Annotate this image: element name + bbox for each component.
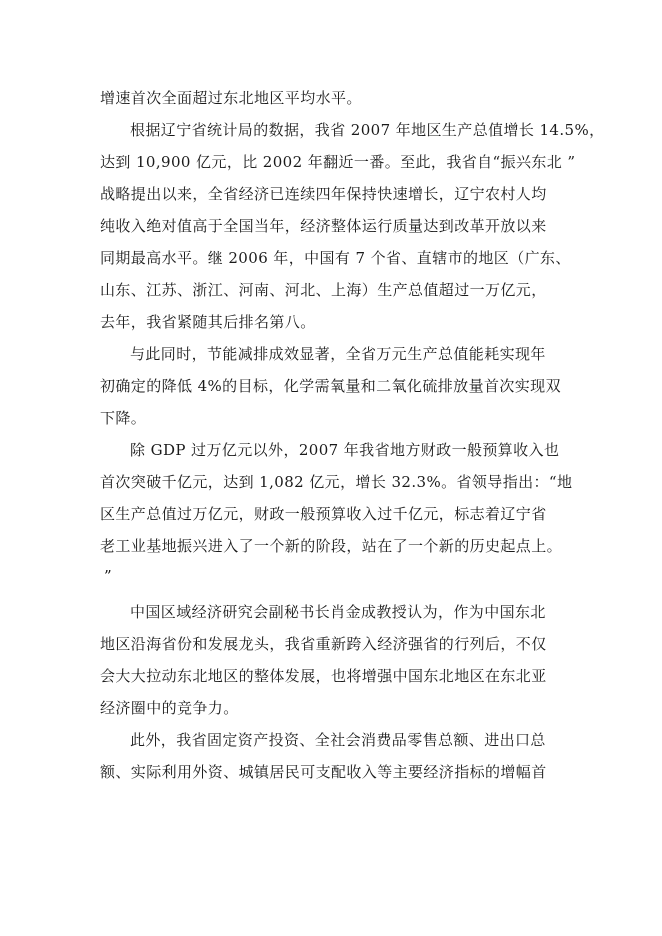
text-line: 达到 10,900 亿元，比 2002 年翻近一番。至此，我省自“振兴东北 ”	[100, 153, 576, 171]
text-line: 同期最高水平。继 2006 年，中国有 7 个省、直辖市的地区（广东、	[100, 249, 571, 267]
text-line: 与此同时，节能减排成效显著，全省万元生产总值能耗实现年	[130, 345, 546, 363]
text-line: 经济圈中的竞争力。	[100, 699, 239, 717]
text-line: 区生产总值过万亿元，财政一般预算收入过千亿元，标志着辽宁省	[100, 505, 547, 523]
text-line: 此外，我省固定资产投资、全社会消费品零售总额、进出口总	[130, 731, 546, 749]
text-line: 去年，我省紧随其后排名第八。	[100, 313, 316, 331]
text-line: 会大大拉动东北地区的整体发展，也将增强中国东北地区在东北亚	[100, 667, 547, 685]
text-line: 老工业基地振兴进入了一个新的阶段，站在了一个新的历史起点上。	[100, 537, 563, 555]
text-line: 战略提出以来，全省经济已连续四年保持快速增长，辽宁农村人均	[100, 185, 547, 203]
text-line: ”	[104, 567, 113, 585]
text-line: 纯收入绝对值高于全国当年，经济整体运行质量达到改革开放以来	[100, 217, 547, 235]
text-line: 地区沿海省份和发展龙头，我省重新跨入经济强省的行列后，不仅	[100, 635, 547, 653]
text-line: 中国区域经济研究会副秘书长肖金成教授认为，作为中国东北	[130, 603, 546, 621]
text-line: 首次突破千亿元，达到 1,082 亿元，增长 32.3%。省领导指出：“地	[100, 473, 573, 491]
text-line: 增速首次全面超过东北地区平均水平。	[100, 89, 362, 107]
text-line: 除 GDP 过万亿元以外，2007 年我省地方财政一般预算收入也	[130, 441, 560, 459]
text-line: 初确定的降低 4%的目标，化学需氧量和二氧化硫排放量首次实现双	[100, 377, 561, 395]
text-line: 额、实际利用外资、城镇居民可支配收入等主要经济指标的增幅首	[100, 763, 547, 781]
text-line: 根据辽宁省统计局的数据，我省 2007 年地区生产总值增长 14.5%，	[130, 121, 605, 139]
text-line: 下降。	[100, 409, 147, 427]
text-line: 山东、江苏、浙江、河南、河北、上海）生产总值超过一万亿元，	[100, 281, 547, 299]
